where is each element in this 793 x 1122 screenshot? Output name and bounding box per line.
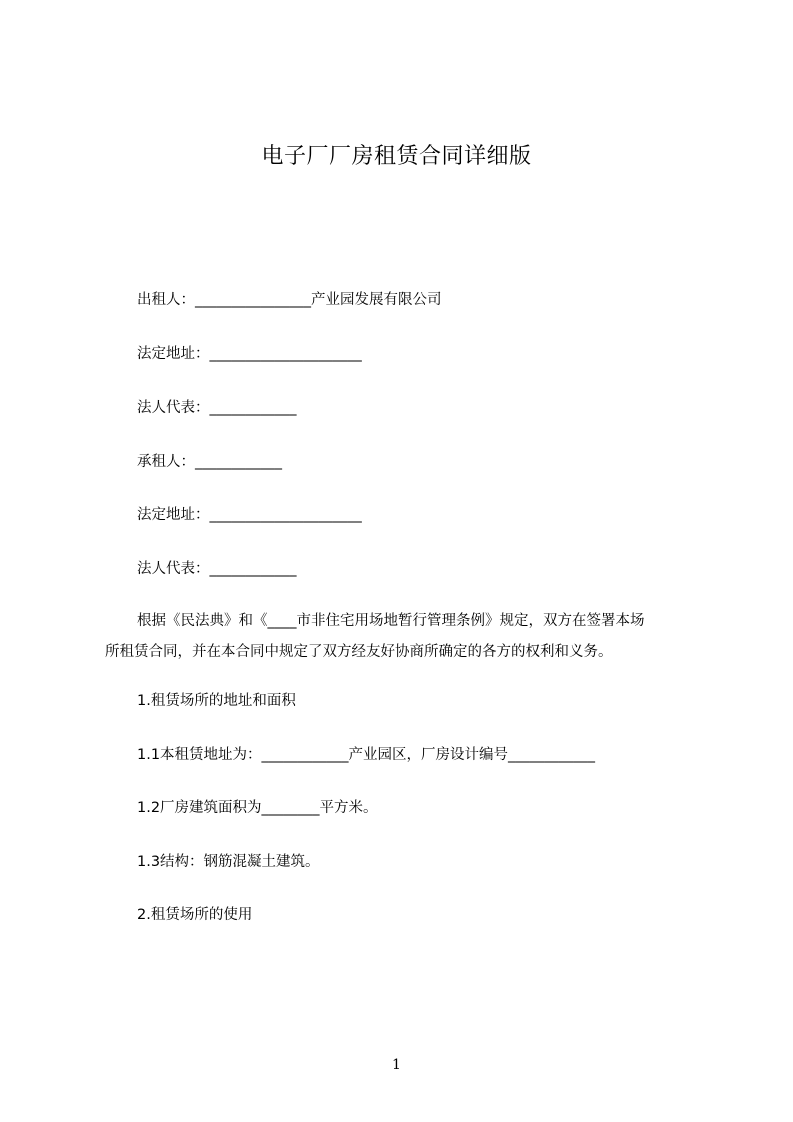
- intro-line-1: 根据《民法典》和《____市非住宅用场地暂行管理条例》规定，双方在签署本场: [137, 613, 645, 629]
- page-number: 1: [392, 1057, 401, 1073]
- intro-line-2: 所租赁合同，并在本合同中规定了双方经友好协商所确定的各方的权利和义务。: [105, 644, 613, 660]
- lessee-representative-line: 法人代表：____________: [137, 561, 297, 577]
- clause-1-1: 1.1本租赁地址为：____________产业园区，厂房设计编号____________: [137, 747, 596, 763]
- section-heading-1: 1.租赁场所的地址和面积: [137, 693, 296, 709]
- lessor-representative-line: 法人代表：____________: [137, 400, 297, 416]
- intro-paragraph: [105, 610, 705, 663]
- lessee-address-line: 法定地址：_____________________: [137, 507, 362, 523]
- section-heading-2: 2.租赁场所的使用: [137, 907, 253, 923]
- document-title: 电子厂厂房租赁合同详细版: [261, 144, 532, 169]
- lessee-line: 承租人：____________: [137, 454, 282, 470]
- clause-1-2: 1.2厂房建筑面积为________平方米。: [137, 800, 378, 816]
- lessor-address-line: 法定地址：_____________________: [137, 346, 362, 362]
- clause-1-3: 1.3结构：钢筋混凝土建筑。: [137, 854, 320, 870]
- lessor-line: 出租人：________________产业园发展有限公司: [137, 292, 442, 308]
